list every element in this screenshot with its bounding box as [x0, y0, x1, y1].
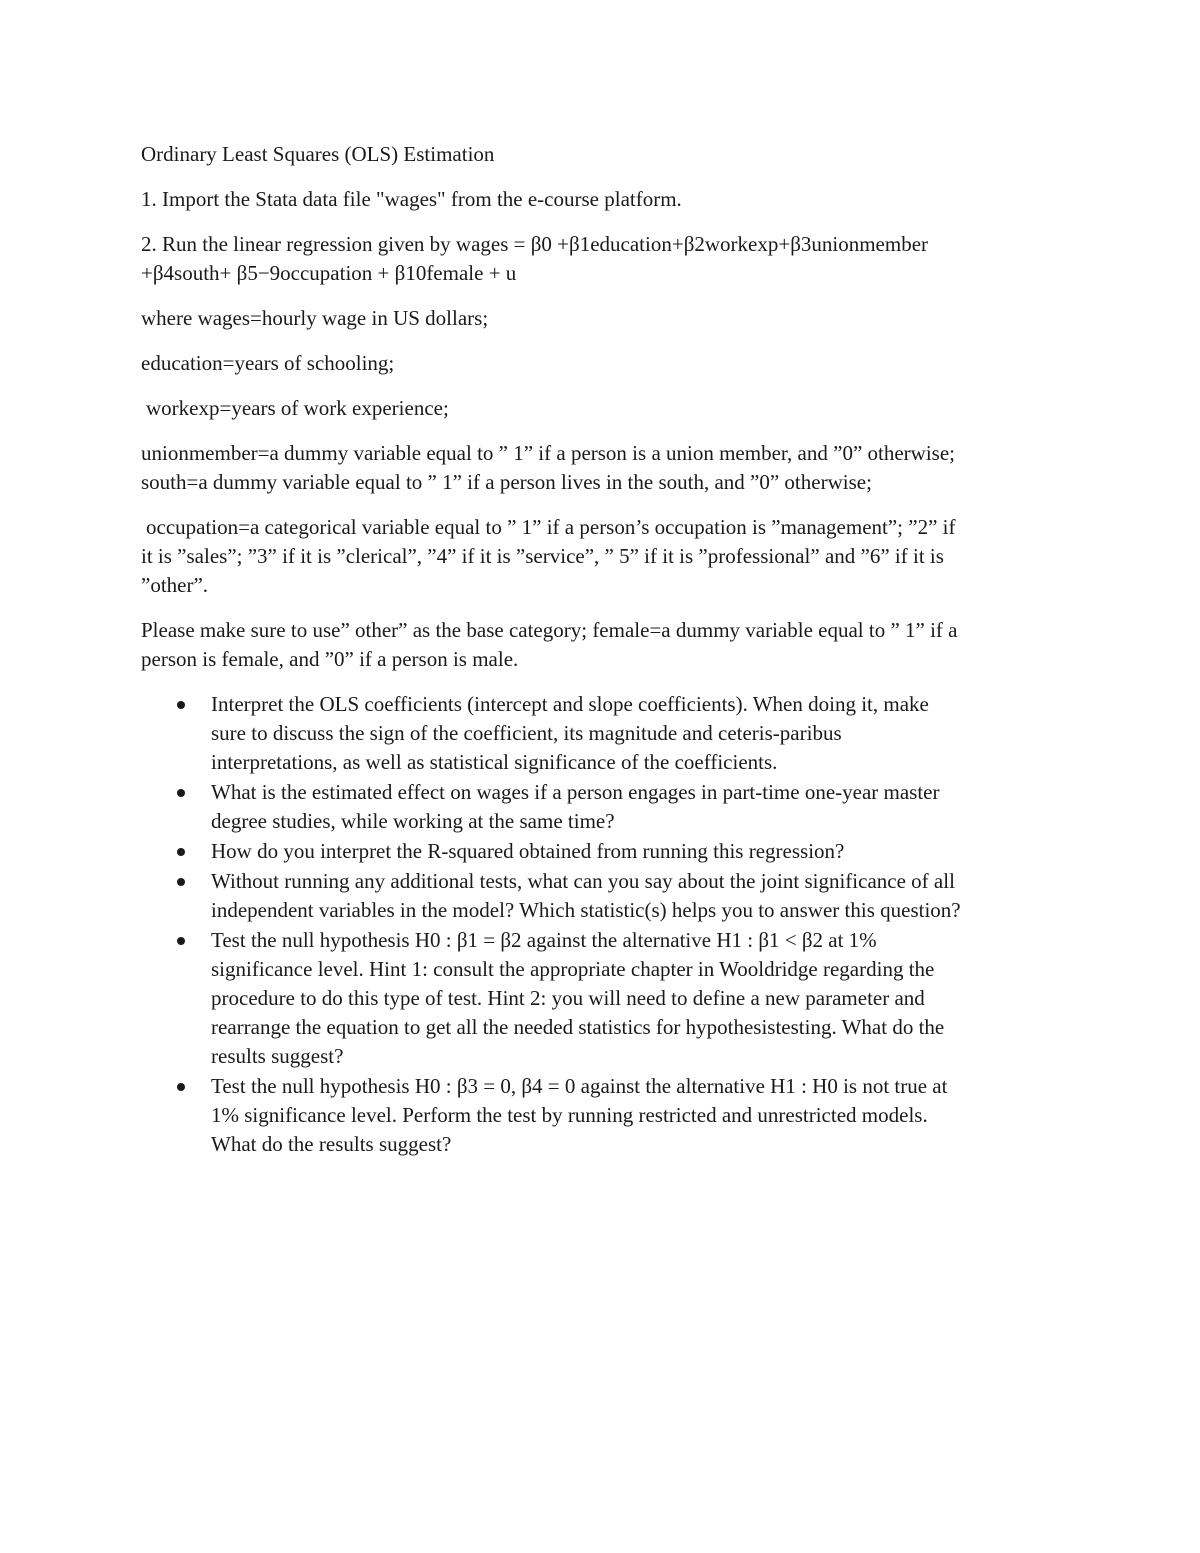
definition-south: south=a dummy variable equal to ” 1” if a person lives in the south, and ”0” otherwise;: [141, 470, 872, 494]
bullet-icon: [177, 848, 185, 856]
base-category-note: [141, 616, 1061, 674]
question-list: [141, 690, 1061, 1159]
definition-education: education=years of schooling;: [141, 351, 395, 375]
step-1: 1. Import the Stata data file "wages" from the e-course platform.: [141, 187, 682, 211]
list-item-line: results suggest?: [211, 1044, 344, 1068]
definition-unionmember: unionmember=a dummy variable equal to ” 1” if a person is a union member, and ”0” otherwise;: [141, 441, 955, 465]
list-item-line: independent variables in the model? Which statistic(s) helps you to answer this question?: [211, 898, 961, 922]
list-item-line: interpretations, as well as statistical significance of the coefficients.: [211, 750, 778, 774]
step-2-line-2: +β4south+ β5−9occupation + β10female + u: [141, 261, 517, 285]
definition-occupation-line-1: occupation=a categorical variable equal to ” 1” if a person’s occupation is ”management”; ”2” if: [146, 515, 956, 539]
list-item-line: degree studies, while working at the same time?: [211, 809, 615, 833]
definition-occupation: [141, 513, 1061, 600]
list-item-line: What is the estimated effect on wages if a person engages in part-time one-year master: [211, 780, 940, 804]
definition-dummies: [141, 439, 1061, 497]
definition-workexp: workexp=years of work experience;: [146, 396, 449, 420]
list-item-line: rearrange the equation to get all the needed statistics for hypothesistesting. What do the: [211, 1015, 945, 1039]
list-item-line: Test the null hypothesis H0 : β1 = β2 against the alternative H1 : β1 < β2 at 1%: [211, 928, 877, 952]
list-item: [141, 867, 1061, 925]
document-title: Ordinary Least Squares (OLS) Estimation: [141, 142, 495, 166]
list-item-line: How do you interpret the R-squared obtained from running this regression?: [211, 839, 845, 863]
list-item-line: What do the results suggest?: [211, 1132, 452, 1156]
list-item: [141, 837, 1061, 866]
list-item-line: 1% significance level. Perform the test by running restricted and unrestricted models.: [211, 1103, 928, 1127]
list-item: [141, 1072, 1061, 1159]
list-item-line: sure to discuss the sign of the coefficient, its magnitude and ceteris-paribus: [211, 721, 842, 745]
document-body: [141, 140, 1061, 1160]
list-item-line: procedure to do this type of test. Hint 2: you will need to define a new parameter and: [211, 986, 925, 1010]
bullet-icon: [177, 1083, 185, 1091]
bullet-icon: [177, 701, 185, 709]
list-item: [141, 690, 1061, 777]
definition-occupation-line-3: ”other”.: [141, 573, 209, 597]
bullet-icon: [177, 878, 185, 886]
step-2-line-1: 2. Run the linear regression given by wages = β0 +β1education+β2workexp+β3unionmember: [141, 232, 929, 256]
list-item-line: Interpret the OLS coefficients (intercept and slope coefficients). When doing it, make: [211, 692, 929, 716]
bullet-icon: [177, 789, 185, 797]
list-item-line: Without running any additional tests, what can you say about the joint significance of all: [211, 869, 955, 893]
definition-occupation-line-2: it is ”sales”; ”3” if it is ”clerical”, ”4” if it is ”service”, ” 5” if it is ”professional” and ”6” if it is: [141, 544, 944, 568]
list-item-line: Test the null hypothesis H0 : β3 = 0, β4 = 0 against the alternative H1 : H0 is not true at: [211, 1074, 948, 1098]
list-item: [141, 778, 1061, 836]
list-item-line: significance level. Hint 1: consult the appropriate chapter in Wooldridge regarding the: [211, 957, 935, 981]
base-category-line-1: Please make sure to use” other” as the base category; female=a dummy variable equal to ” 1” if a: [141, 618, 958, 642]
list-item: [141, 926, 1061, 1071]
base-category-line-2: person is female, and ”0” if a person is male.: [141, 647, 519, 671]
definition-wages: where wages=hourly wage in US dollars;: [141, 306, 489, 330]
step-2: [141, 230, 1061, 288]
bullet-icon: [177, 937, 185, 945]
